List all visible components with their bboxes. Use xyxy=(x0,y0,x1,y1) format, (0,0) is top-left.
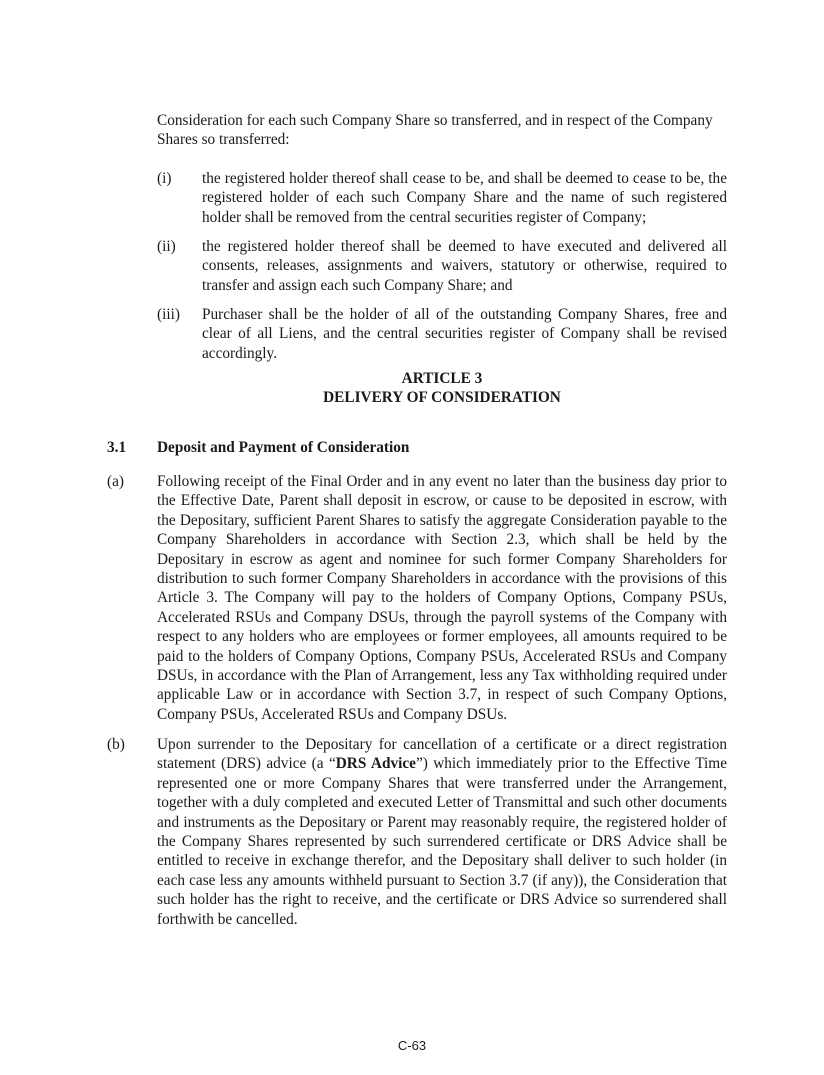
list-item-text: the registered holder thereof shall be deemed to have executed and delivered all consents, releases, assignments and waivers, statutory or otherwise, required to transfer and assign each such Company Share; and xyxy=(202,238,727,294)
list-item-text: the registered holder thereof shall cease to be, and shall be deemed to cease to be, the registered holder of each such Company Share and the name of such registered holder shall be removed from the central securities register of Company; xyxy=(202,170,727,226)
paragraph-text: Following receipt of the Final Order and in any event no later than the business day prior to the Effective Date, Parent shall deposit in escrow, or cause to be deposited in escrow, with the Depositary, sufficient Parent Shares to satisfy the aggregate Consideration payable to the Company Shareholders in accordance with Section 2.3, which shall be held by the Depositary in escrow as agent and nominee for such former Company Shareholders for distribution to such former Company Shareholders in accordance with the provisions of this Article 3. The Company will pay to the holders of Company Options, Company PSUs, Accelerated RSUs and Company DSUs, through the payroll systems of the Company with respect to any holders who are employees or former employees, all amounts required to be paid to the holders of Company Options, Company PSUs, Accelerated RSUs and Company DSUs, in accordance with the Plan of Arrangement, less any Tax withholding required under applicable Law or in accordance with Section 3.7, in respect of such Company Options, Company PSUs, Accelerated RSUs and Company DSUs. xyxy=(157,473,727,723)
article-heading xyxy=(157,369,727,408)
paragraph-text-part: Upon surrender to the Depositary for cancellation of a certificate or a direct registration statement (DRS) advice (a “ xyxy=(157,736,727,773)
intro-paragraph: Consideration for each such Company Share so transferred, and in respect of the Company Shares so transferred: xyxy=(157,112,713,149)
list-item-number: (iii) xyxy=(157,306,180,323)
defined-term: DRS Advice xyxy=(335,755,416,773)
paragraph-text-part: ”) which immediately prior to the Effective Time represented one or more Company Shares that were transferred under the Arrangement, together with a duly completed and executed Letter of Transmittal and such other documents and instruments as the Depositary or Parent may reasonably require, the registered holder of the Company Shares represented by such surrendered certificate or DRS Advice shall be entitled to receive in exchange therefor, and the Depositary shall deliver to such holder (in each case less any amounts withheld pursuant to Section 3.7 (if any)), the Consideration that such holder has the right to receive, and the certificate or DRS Advice so surrendered shall forthwith be cancelled. xyxy=(157,755,727,928)
list-item-text: Purchaser shall be the holder of all of the outstanding Company Shares, free and clear of all Liens, and the central securities register of Company shall be revised accordingly. xyxy=(202,306,727,362)
page-number: C-63 xyxy=(397,1038,427,1053)
paragraph-text xyxy=(157,735,727,929)
section-number: 3.1 xyxy=(107,439,127,456)
list-item-number: (ii) xyxy=(157,238,176,255)
paragraph-number: (a) xyxy=(107,473,124,490)
article-number: ARTICLE 3 xyxy=(401,370,483,387)
section-title: Deposit and Payment of Consideration xyxy=(157,439,410,456)
paragraph-number: (b) xyxy=(107,736,125,753)
list-item-number: (i) xyxy=(157,170,172,187)
article-title: DELIVERY OF CONSIDERATION xyxy=(323,389,561,407)
